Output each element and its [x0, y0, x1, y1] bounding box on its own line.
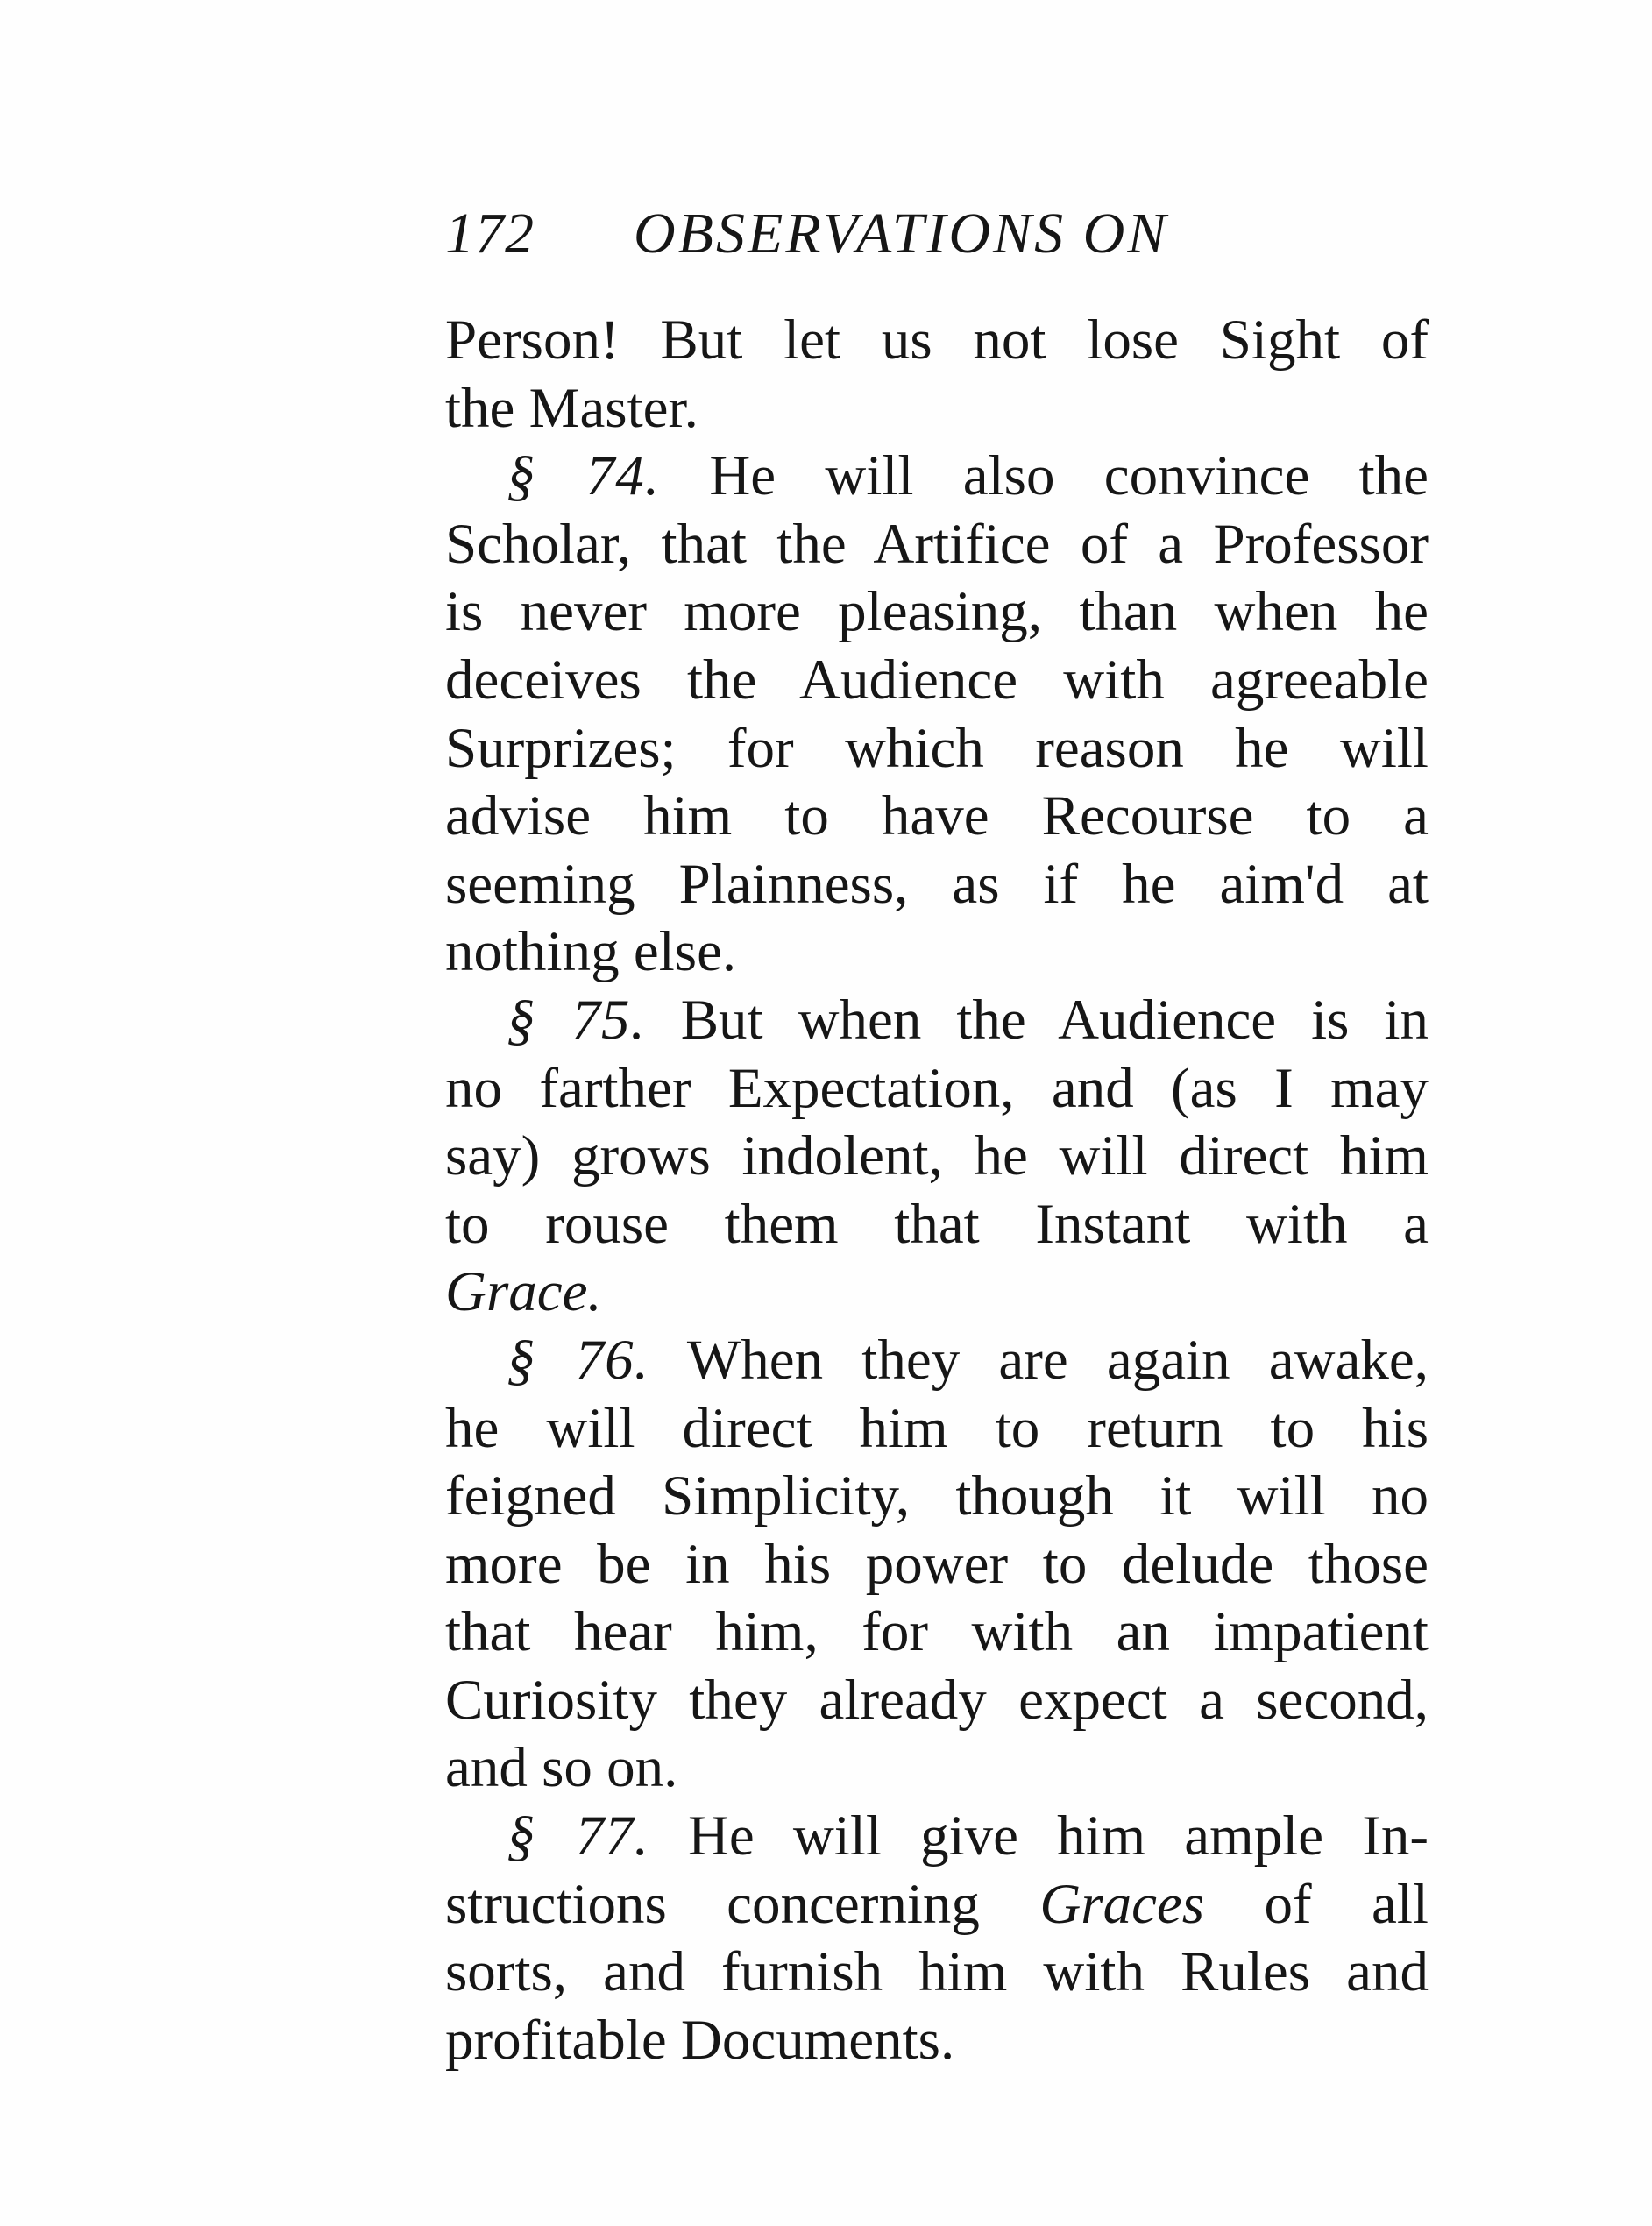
text-line: deceives the Audience with agreeable: [445, 648, 1429, 712]
text-span: But when the Audience is in: [680, 988, 1429, 1052]
italic-word: Graces: [1039, 1872, 1205, 1936]
text-line: [445, 1258, 1429, 1327]
text-line: Curiosity they already expect a second,: [445, 1668, 1429, 1732]
text-line: more be in his power to delude those: [445, 1532, 1429, 1596]
text-span: When they are again awake,: [686, 1328, 1429, 1392]
text-line: feigned Simplicity, though it will no: [445, 1464, 1429, 1528]
text-line: Scholar, that the Artifice of a Professor: [445, 512, 1429, 576]
paragraph-start: [445, 987, 1429, 1055]
section-mark: § 76.: [507, 1328, 649, 1392]
text-line: and so on.: [445, 1736, 678, 1800]
text-span: He will give him ample In-: [687, 1804, 1429, 1868]
text-line: nothing else.: [445, 920, 737, 984]
text-line: Person! But let us not lose Sight of: [445, 308, 1429, 372]
text-span: of all: [1264, 1872, 1429, 1936]
text-line: he will direct him to return to his: [445, 1396, 1429, 1460]
text-span: He will also convince the: [709, 444, 1429, 508]
text-line: to rouse them that Instant with a: [445, 1192, 1429, 1256]
text-line: Surprizes; for which reason he will: [445, 716, 1429, 780]
text-span: structions concerning: [445, 1872, 980, 1936]
paragraph-start: [445, 443, 1429, 511]
text-line: is never more pleasing, than when he: [445, 580, 1429, 644]
text-line: sorts, and furnish him with Rules and: [445, 1940, 1429, 2004]
section-mark: § 75.: [507, 988, 646, 1052]
text-line: profitable Documents.: [445, 2008, 955, 2072]
body-text: [445, 307, 1429, 2074]
paragraph-start: [445, 1327, 1429, 1395]
text-line: that hear him, for with an impatient: [445, 1600, 1429, 1664]
section-mark: § 74.: [507, 444, 661, 508]
text-line: the Master.: [445, 376, 698, 440]
text-line: advise him to have Recourse to a: [445, 784, 1429, 848]
paragraph-start: [445, 1803, 1429, 1871]
text-line: no farther Expectation, and (as I may: [445, 1056, 1429, 1120]
running-title: OBSERVATIONS ON: [634, 202, 1169, 266]
page-number: 172: [445, 202, 535, 266]
text-line: say) grows indolent, he will direct him: [445, 1124, 1429, 1188]
section-mark: § 77.: [507, 1804, 649, 1868]
text-line: seeming Plainness, as if he aim'd at: [445, 852, 1429, 916]
running-header: [445, 195, 1427, 273]
italic-word: Grace.: [445, 1260, 602, 1324]
text-line: [445, 1871, 1429, 1939]
